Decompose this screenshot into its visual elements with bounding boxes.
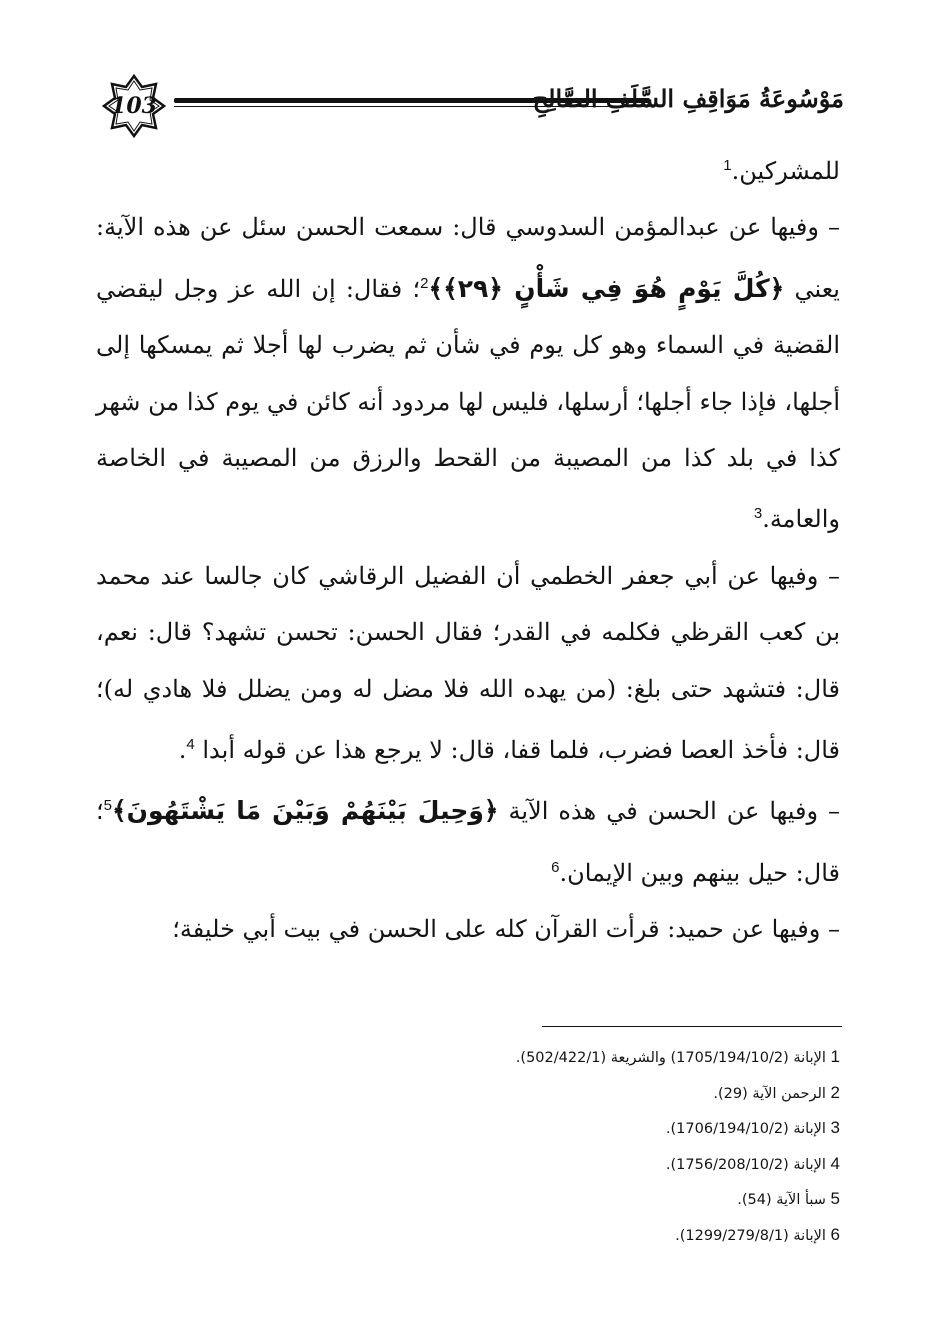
footnote-ref-3[interactable]: 3 [753, 505, 763, 523]
paragraph-4: – وفيها عن حميد: قرأت القرآن كله على الحسن في بيت أبي خليفة؛ [172, 915, 840, 944]
footnote-ref-5[interactable]: 5 [103, 797, 112, 815]
page-header [96, 72, 844, 138]
paragraph-0: للمشركين.$^1$ [723, 157, 840, 185]
footnote: 2 الرحمن الآية (29). [713, 1082, 840, 1102]
quran-verse: ﴿كُلَّ يَوْمٍ هُوَ فِي شَأْنٍ ﴿٢٩﴾﴾ [428, 273, 785, 303]
paragraph-2: – وفيها عن أبي جعفر الخطمي أن الفضيل الرقاشي كان جالسا عند محمد بن كعب القرظي فكلمه في القدر؛ فقال الحسن: تحسن تشهد؟ قال: نعم، قال: فتشهد حتى بلغ: (من يهده الله فلا مضل له ومن يضلل فلا هادي له)؛ قال: فأخذ العصا فضرب، فلما قفا، قال: لا يرجع هذا عن قوله أبدا $^4$. [96, 561, 840, 765]
book-title: مَوْسُوعَةُ مَوَاقِفِ السَّلَفِ الصَّالِحِ [532, 84, 844, 113]
footnotes [400, 1040, 840, 1253]
footnote-ref-1[interactable]: 1 [723, 157, 732, 174]
main-text [96, 138, 840, 958]
quran-verse: ﴿وَحِيلَ بَيْنَهُمْ وَبَيْنَ مَا يَشْتَهُونَ﴾ [111, 796, 499, 826]
paragraph-1: – وفيها عن عبدالمؤمن السدوسي قال: سمعت الحسن سئل عن هذه الآية: يعني ﴿كُلَّ يَوْمٍ هُوَ فِي شَأْنٍ ﴿٢٩﴾﴾$^2$؛ فقال: إن الله عز وجل ليقضي القضية في السماء وهو كل يوم في شأن ثم يضرب لها أجلا ثم يمسكها إلى أجلها، فإذا جاء أجلها؛ أرسلها، فليس لها مردود أنه كائن في يوم كذا من شهر كذا في بلد كذا من المصيبة من القحط والرزق من المصيبة في الخاصة والعامة.$^3$ [96, 213, 840, 534]
footnote: 5 سبأ الآية (54). [737, 1189, 840, 1208]
footnote-ref-4[interactable]: 4 [186, 736, 195, 754]
footnote: 1 الإبانة (1705/194/10/2) والشريعة (502/422/1). [515, 1047, 840, 1066]
page-number-badge [102, 74, 166, 138]
footnote: 4 الإبانة (1756/208/10/2). [665, 1153, 840, 1173]
paragraph-3: – وفيها عن الحسن في هذه الآية ﴿وَحِيلَ بَيْنَهُمْ وَبَيْنَ مَا يَشْتَهُونَ﴾$^5$؛ قال: حيل بينهم وبين الإيمان.$^6$ [96, 796, 841, 887]
footnote-separator [542, 1026, 842, 1027]
page-number: 103 [111, 93, 157, 119]
footnote: 3 الإبانة (1706/194/10/2). [665, 1118, 840, 1137]
footnote-ref-6[interactable]: 6 [551, 858, 560, 876]
footnote: 6 الإبانة (1299/279/8/1). [675, 1224, 840, 1244]
footnote-ref-2[interactable]: 2 [420, 274, 429, 292]
